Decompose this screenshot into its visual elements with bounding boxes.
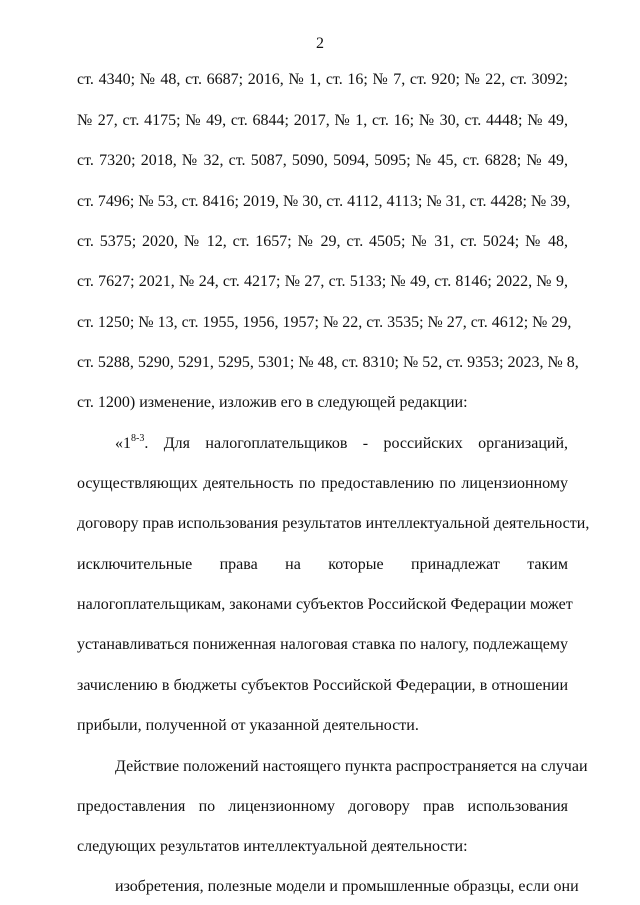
line-text: . Для налогоплательщиков - российских организаций, bbox=[144, 435, 568, 452]
paragraph-start-line: Действие положений настоящего пункта распространяется на случаи bbox=[115, 758, 588, 775]
paragraph-start-line: изобретения, полезные модели и промышленные образцы, если они bbox=[115, 878, 579, 895]
text-line: ст. 1200) изменение, изложив его в следующей редакции: bbox=[77, 394, 468, 411]
text-line: предоставления по лицензионному договору прав использования bbox=[77, 798, 568, 815]
text-line: прибыли, полученной от указанной деятельности. bbox=[77, 717, 419, 734]
page-number: 2 bbox=[316, 35, 324, 52]
superscript-number: 8-3 bbox=[131, 432, 145, 444]
text-line: ст. 5375; 2020, № 12, ст. 1657; № 29, ст. 4505; № 31, ст. 5024; № 48, bbox=[77, 233, 568, 250]
text-line: следующих результатов интеллектуальной деятельности: bbox=[77, 838, 468, 855]
text-line: осуществляющих деятельность по предоставлению по лицензионному bbox=[77, 475, 568, 492]
text-line: исключительные права на которые принадлежат таким bbox=[77, 556, 568, 573]
text-line: зачислению в бюджеты субъектов Российской Федерации, в отношении bbox=[77, 677, 568, 694]
text-line: ст. 5288, 5290, 5291, 5295, 5301; № 48, ст. 8310; № 52, ст. 9353; 2023, № 8, bbox=[77, 354, 579, 371]
paragraph-start-line bbox=[115, 434, 568, 454]
text-line: ст. 7496; № 53, ст. 8416; 2019, № 30, ст. 4112, 4113; № 31, ст. 4428; № 39, bbox=[77, 193, 571, 210]
quote-and-number: «1 bbox=[115, 435, 131, 452]
text-line: ст. 1250; № 13, ст. 1955, 1956, 1957; № 22, ст. 3535; № 27, ст. 4612; № 29, bbox=[77, 314, 572, 331]
text-line: договору прав использования результатов интеллектуальной деятельности, bbox=[77, 515, 590, 532]
text-line: № 27, ст. 4175; № 49, ст. 6844; 2017, № 1, ст. 16; № 30, ст. 4448; № 49, bbox=[77, 112, 568, 129]
text-line: ст. 7320; 2018, № 32, ст. 5087, 5090, 5094, 5095; № 45, ст. 6828; № 49, bbox=[77, 152, 568, 169]
text-line: ст. 4340; № 48, ст. 6687; 2016, № 1, ст. 16; № 7, ст. 920; № 22, ст. 3092; bbox=[77, 71, 568, 88]
text-line: устанавливаться пониженная налоговая ставка по налогу, подлежащему bbox=[77, 636, 568, 653]
text-line: налогоплательщикам, законами субъектов Российской Федерации может bbox=[77, 596, 573, 613]
text-line: ст. 7627; 2021, № 24, ст. 4217; № 27, ст. 5133; № 49, ст. 8146; 2022, № 9, bbox=[77, 273, 568, 290]
